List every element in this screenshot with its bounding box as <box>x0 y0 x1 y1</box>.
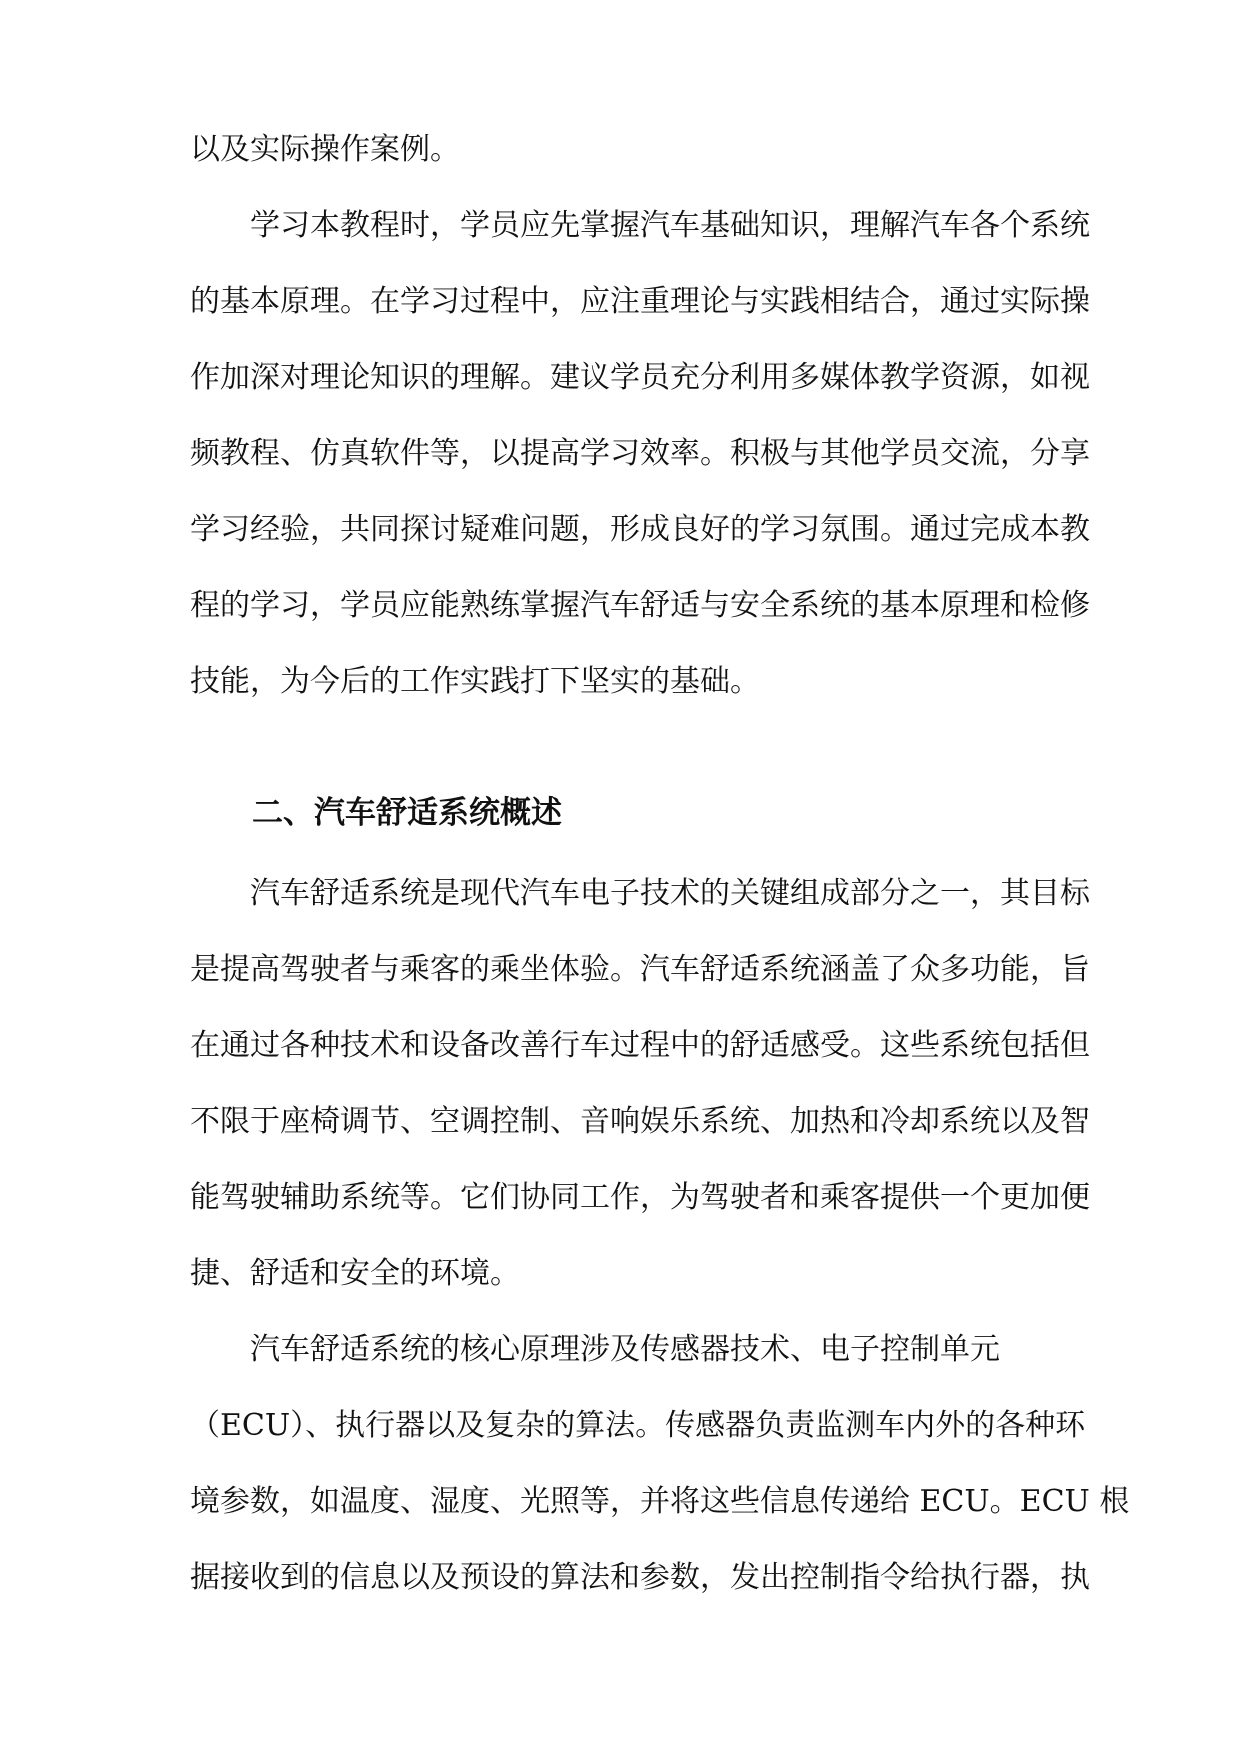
paragraph-overview-line-4: 不限于座椅调节、空调控制、音响娱乐系统、加热和冷却系统以及智 <box>190 1104 1090 1139</box>
paragraph-overview-line-5: 能驾驶辅助系统等。它们协同工作，为驾驶者和乘客提供一个更加便 <box>190 1180 1090 1215</box>
paragraph-principle-line-3: 境参数，如温度、湿度、光照等，并将这些信息传递给 ECU。ECU 根 <box>190 1484 1130 1519</box>
paragraph-study-line-5: 学习经验，共同探讨疑难问题，形成良好的学习氛围。通过完成本教 <box>190 512 1090 547</box>
paragraph-overview-line-2: 是提高驾驶者与乘客的乘坐体验。汽车舒适系统涵盖了众多功能，旨 <box>190 952 1090 987</box>
paragraph-study-line-4: 频教程、仿真软件等，以提高学习效率。积极与其他学员交流，分享 <box>190 436 1090 471</box>
paragraph-principle-line-4: 据接收到的信息以及预设的算法和参数，发出控制指令给执行器，执 <box>190 1560 1090 1595</box>
paragraph-principle-line-2: （ECU）、执行器以及复杂的算法。传感器负责监测车内外的各种环 <box>190 1408 1086 1443</box>
paragraph-overview-line-1: 汽车舒适系统是现代汽车电子技术的关键组成部分之一，其目标 <box>250 876 1090 911</box>
paragraph-study-line-6: 程的学习，学员应能熟练掌握汽车舒适与安全系统的基本原理和检修 <box>190 588 1090 623</box>
paragraph-study-line-7: 技能，为今后的工作实践打下坚实的基础。 <box>190 664 760 699</box>
paragraph-principle-line-1: 汽车舒适系统的核心原理涉及传感器技术、电子控制单元 <box>250 1332 1000 1367</box>
paragraph-study-line-1: 学习本教程时，学员应先掌握汽车基础知识，理解汽车各个系统 <box>250 208 1090 243</box>
section-heading: 二、汽车舒适系统概述 <box>252 795 562 831</box>
paragraph-study-line-3: 作加深对理论知识的理解。建议学员充分利用多媒体教学资源，如视 <box>190 360 1090 395</box>
paragraph-overview-line-3: 在通过各种技术和设备改善行车过程中的舒适感受。这些系统包括但 <box>190 1028 1090 1063</box>
paragraph-study-line-2: 的基本原理。在学习过程中，应注重理论与实践相结合，通过实际操 <box>190 284 1090 319</box>
paragraph-continuation-line-1: 以及实际操作案例。 <box>190 132 460 167</box>
paragraph-overview-line-6: 捷、舒适和安全的环境。 <box>190 1256 520 1291</box>
